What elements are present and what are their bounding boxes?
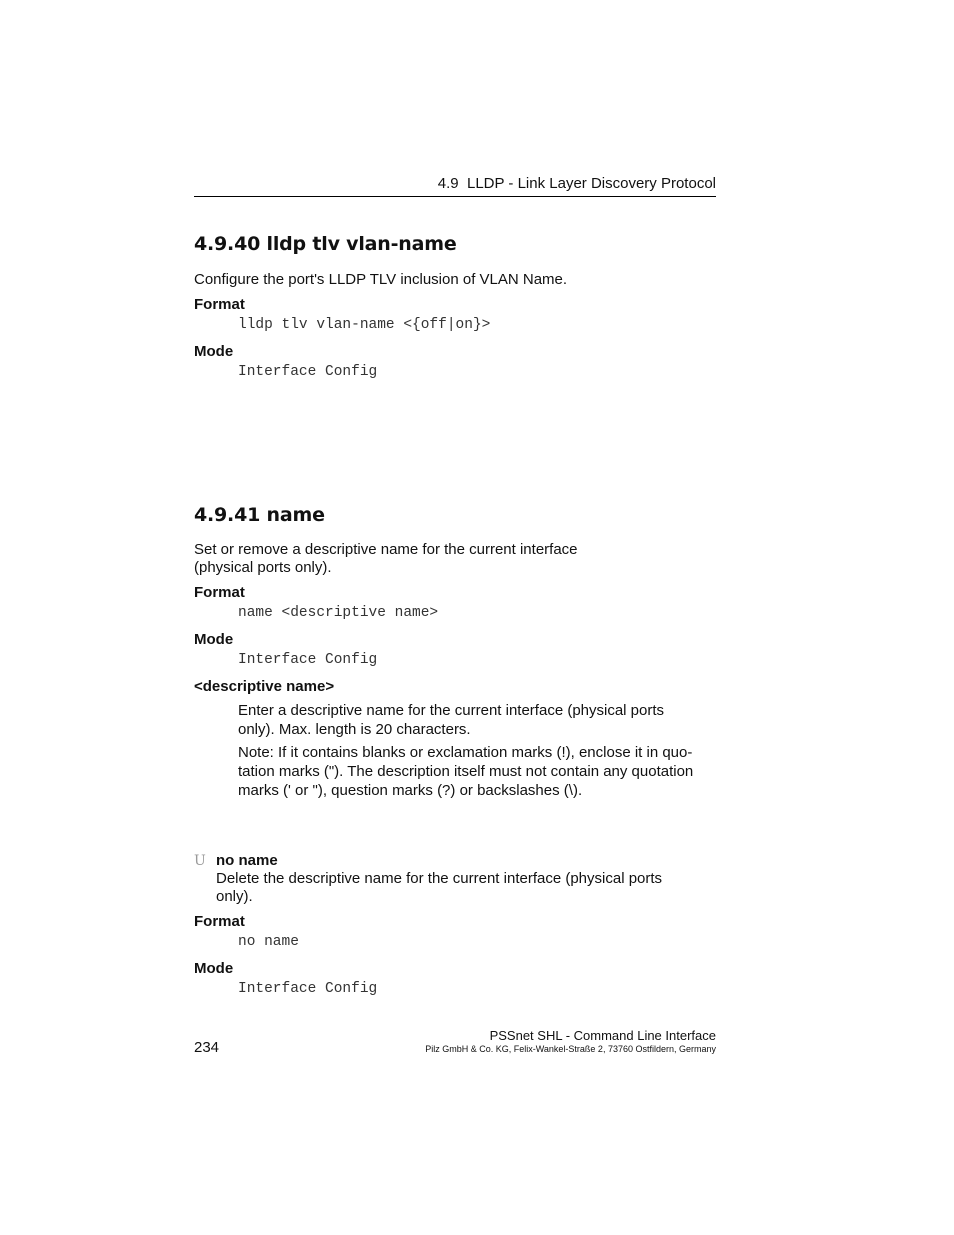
no-name-mode-code: Interface Config — [238, 981, 378, 997]
param-description-line1: Enter a descriptive name for the current interface (physical ports — [238, 702, 665, 719]
param-descriptive-name-label: <descriptive name> — [194, 678, 335, 695]
footer-product: PSSnet SHL - Command Line Interface — [489, 1028, 716, 1043]
section-41-format-label: Format — [194, 584, 245, 601]
no-name-format-code: no name — [238, 934, 299, 950]
param-note-line2: tation marks ("). The description itself must not contain any quotation — [238, 763, 694, 780]
no-name-mode-label: Mode — [194, 960, 234, 977]
bullet-marker-icon: U — [194, 853, 206, 869]
section-41-heading: 4.9.41 name — [194, 504, 325, 526]
no-name-title: no name — [216, 852, 278, 869]
section-41-mode-code: Interface Config — [238, 652, 378, 668]
page-number: 234 — [194, 1039, 220, 1056]
section-40-format-label: Format — [194, 296, 245, 313]
no-name-description-line1: Delete the descriptive name for the current interface (physical ports — [216, 870, 663, 887]
section-40-mode-code: Interface Config — [238, 364, 378, 380]
section-41-description-line2: (physical ports only). — [194, 559, 332, 576]
section-41-mode-label: Mode — [194, 631, 234, 648]
section-41-description-line1: Set or remove a descriptive name for the current interface — [194, 541, 578, 558]
section-40-mode-label: Mode — [194, 343, 234, 360]
section-40-heading: 4.9.40 lldp tlv vlan-name — [194, 233, 457, 255]
section-41-format-code: name <descriptive name> — [238, 605, 439, 621]
section-40-description: Configure the port's LLDP TLV inclusion of VLAN Name. — [194, 271, 568, 288]
header-title: LLDP - Link Layer Discovery Protocol — [467, 175, 716, 192]
param-note-line3: marks (' or "), question marks (?) or backslashes (\). — [238, 782, 583, 799]
no-name-description-line2: only). — [216, 888, 253, 905]
param-note-line1: Note: If it contains blanks or exclamation marks (!), enclose it in quo- — [238, 744, 693, 761]
footer-company: Pilz GmbH & Co. KG, Felix-Wankel-Straße 2, 73760 Ostfildern, Germany — [425, 1044, 716, 1054]
header-rule — [194, 196, 716, 197]
header-section-number: 4.9 — [437, 175, 459, 192]
section-40-format-code: lldp tlv vlan-name <{off|on}> — [238, 317, 491, 333]
no-name-format-label: Format — [194, 913, 245, 930]
running-header — [194, 175, 716, 192]
param-description-line2: only). Max. length is 20 characters. — [238, 721, 471, 738]
